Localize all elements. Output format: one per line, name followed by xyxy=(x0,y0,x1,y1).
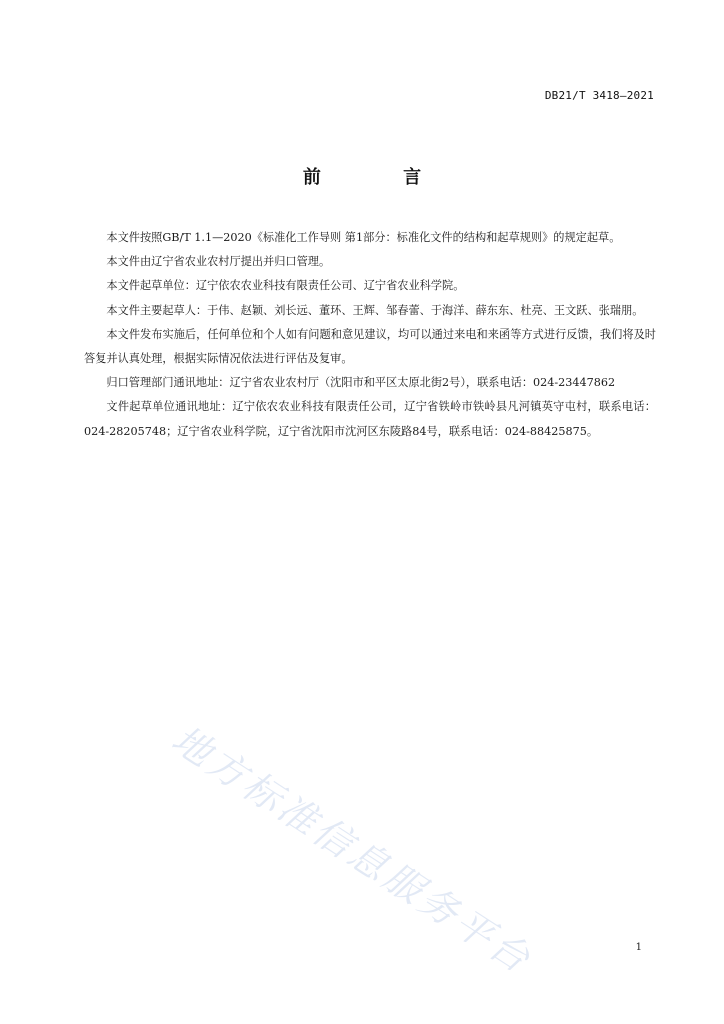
paragraph-drafting-units: 本文件起草单位：辽宁依农农业科技有限责任公司、辽宁省农业科学院。 xyxy=(106,279,465,293)
paragraph-drafters: 本文件主要起草人：于伟、赵颖、刘长远、董环、王辉、邹春蕾、于海洋、薛东东、杜亮、王文跃、张瑞朋。 xyxy=(106,303,644,317)
watermark: 地方标准信息服务平台 xyxy=(164,716,541,983)
foreword-body xyxy=(84,226,656,444)
paragraph-drafter-address: 文件起草单位通讯地址：辽宁依农农业科技有限责任公司，辽宁省铁岭市铁岭县凡河镇英守屯村，联系电话：024-28205748；辽宁省农业科学院，辽宁省沈阳市沈河区东陵路84号，联系电话：024-88425875。 xyxy=(84,400,656,438)
paragraph-feedback: 本文件发布实施后，任何单位和个人如有问题和意见建议，均可以通过来电和来函等方式进行反馈，我们将及时答复并认真处理，根据实际情况依法进行评估及复审。 xyxy=(84,327,656,366)
paragraph-drafting-rules: 本文件按照GB/T 1.1—2020《标准化工作导则 第1部分：标准化文件的结构和起草规则》的规定起草。 xyxy=(106,231,621,244)
standard-code: DB21/T 3418—2021 xyxy=(544,89,654,102)
page-number: 1 xyxy=(635,942,642,953)
paragraph-proposer: 本文件由辽宁省农业农村厅提出并归口管理。 xyxy=(106,255,331,269)
page-title: 前 言 xyxy=(302,167,460,188)
paragraph-authority-address: 归口管理部门通讯地址：辽宁省农业农村厅（沈阳市和平区太原北街2号），联系电话：024-23447862 xyxy=(106,376,616,390)
